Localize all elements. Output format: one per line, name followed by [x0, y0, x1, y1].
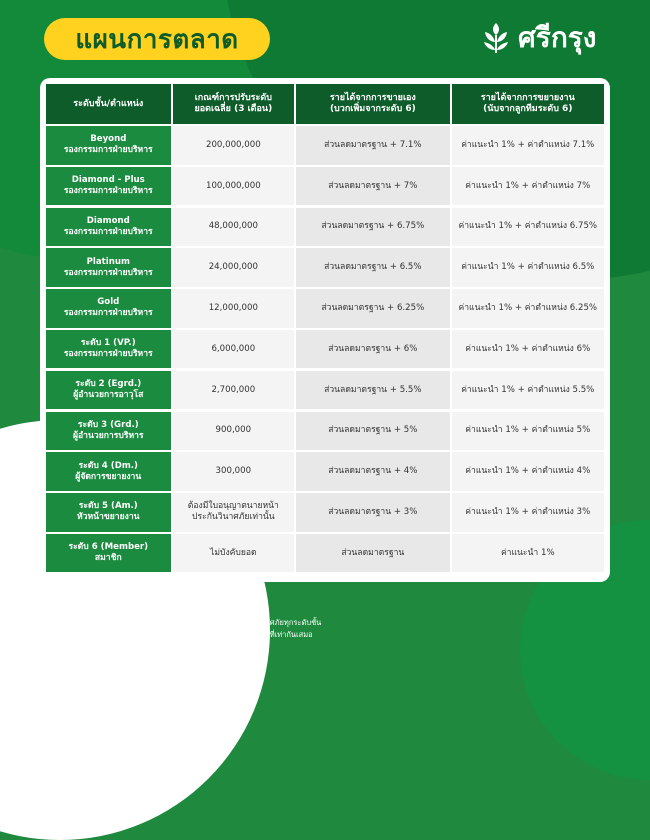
cell-level [46, 126, 171, 165]
cell-line: ส่วนลดมาตรฐาน + 4% [328, 466, 418, 477]
brand-name: ศรีกรุง [518, 21, 597, 54]
cell-team [452, 371, 604, 410]
cell-self [296, 126, 449, 165]
cell-level [46, 452, 171, 491]
cell-criteria [173, 371, 295, 410]
note-item: • รายได้จากการขายเอง และรายได้จากการขยายงาน จะบวกเพิ่มในเปอร์เซ็นต์ที่เท่ากันเสมอ [18, 630, 313, 639]
plan-table-card [40, 78, 610, 582]
column-header [452, 84, 604, 124]
cell-line: ส่วนลดมาตรฐาน [341, 547, 405, 558]
cell-team [452, 248, 604, 287]
cell-line: (บวกเพิ่มจากระดับ 6) [329, 104, 416, 114]
cell-line: ส่วนลดมาตรฐาน + 6.5% [324, 262, 422, 273]
cell-level [46, 493, 171, 532]
cell-team [452, 452, 604, 491]
cell-line: ส่วนลดมาตรฐาน + 6.75% [321, 221, 425, 232]
table-row [46, 412, 604, 451]
cell-level [46, 534, 171, 573]
page-title: แผนการตลาด [44, 18, 270, 60]
cell-line: ระดับ 2 (Egrd.) [75, 379, 142, 390]
column-header [173, 84, 295, 124]
table-row [46, 248, 604, 287]
cell-line: รายได้จากการขายเอง [329, 93, 416, 103]
cell-line: ค่าแนะนำ 1% + ค่าตำแหน่ง 3% [465, 506, 591, 517]
cell-line: 200,000,000 [205, 139, 261, 150]
cell-team [452, 167, 604, 206]
cell-line: ค่าแนะนำ 1% + ค่าตำแหน่ง 4% [465, 466, 591, 477]
table-header-row [46, 84, 604, 124]
cell-criteria [173, 248, 295, 287]
cell-line: ไม่บังคับยอด [210, 547, 257, 558]
cell-line: สมาชิก [94, 553, 122, 564]
cell-line: ผู้อำนวยการบริหาร [72, 430, 144, 441]
cell-line: ระดับ 1 (VP.) [80, 338, 136, 349]
cell-line: ส่วนลดมาตรฐาน + 7% [328, 180, 418, 191]
cell-self [296, 452, 449, 491]
cell-line: ยอดเฉลี่ย (3 เดือน) [194, 104, 273, 114]
cell-level [46, 248, 171, 287]
cell-line: ค่าแนะนำ 1% + ค่าตำแหน่ง 6.25% [458, 302, 598, 313]
table-row [46, 452, 604, 491]
cell-line: 6,000,000 [211, 343, 256, 354]
table-row [46, 371, 604, 410]
table-row [46, 289, 604, 328]
plan-table [46, 84, 604, 575]
cell-line: (นับจากลูกทีมระดับ 6) [483, 104, 573, 114]
cell-line: ผู้จัดการขยายงาน [75, 471, 142, 482]
notes [18, 592, 618, 641]
cell-self [296, 371, 449, 410]
cell-line: ส่วนลดมาตรฐาน + 3% [328, 506, 418, 517]
cell-criteria [173, 126, 295, 165]
cell-criteria [173, 493, 295, 532]
cell-line: หัวหน้าขยายงาน [77, 512, 140, 523]
cell-self [296, 330, 449, 369]
cell-level [46, 289, 171, 328]
cell-level [46, 330, 171, 369]
cell-line: Diamond - Plus [71, 175, 145, 186]
cell-self [296, 534, 449, 573]
cell-self [296, 289, 449, 328]
brand-logo [482, 14, 596, 62]
cell-self [296, 208, 449, 247]
cell-line: ค่าแนะนำ 1% + ค่าตำแหน่ง 5% [465, 425, 591, 436]
cell-criteria [173, 534, 295, 573]
cell-self [296, 493, 449, 532]
cell-team [452, 208, 604, 247]
cell-line: ต้องมีใบอนุญาตนายหน้า [187, 501, 279, 512]
notes-title: *หมายเหตุ [18, 596, 79, 611]
cell-line: รองกรรมการฝ่ายบริหาร [63, 145, 153, 156]
cell-line: Platinum [86, 256, 130, 267]
cell-level [46, 208, 171, 247]
cell-line: ส่วนลดมาตรฐาน + 6.25% [321, 302, 425, 313]
table-row [46, 534, 604, 573]
cell-line: 900,000 [215, 425, 252, 436]
cell-self [296, 412, 449, 451]
table-row [46, 167, 604, 206]
table-row [46, 330, 604, 369]
cell-line: 24,000,000 [208, 262, 258, 273]
cell-team [452, 330, 604, 369]
cell-line: รองกรรมการฝ่ายบริหาร [63, 226, 153, 237]
cell-line: 48,000,000 [208, 221, 258, 232]
cell-line: รองกรรมการฝ่ายบริหาร [63, 349, 153, 360]
cell-line: 12,000,000 [208, 302, 258, 313]
cell-team [452, 126, 604, 165]
cell-line: ระดับ 5 (Am.) [78, 501, 138, 512]
cell-criteria [173, 208, 295, 247]
cell-line: Beyond [90, 134, 127, 145]
cell-team [452, 534, 604, 573]
cell-criteria [173, 330, 295, 369]
cell-line: เกณฑ์การปรับระดับ [194, 93, 272, 103]
cell-level [46, 371, 171, 410]
cell-line: ส่วนลดมาตรฐาน + 7.1% [324, 139, 422, 150]
cell-line: ระดับ 6 (Member) [68, 542, 149, 553]
cell-line: รองกรรมการฝ่ายบริหาร [63, 267, 153, 278]
cell-criteria [173, 452, 295, 491]
cell-line: รองกรรมการฝ่ายบริหาร [63, 308, 153, 319]
cell-criteria [173, 167, 295, 206]
cell-line: 300,000 [215, 466, 252, 477]
cell-line: ระดับ 3 (Grd.) [77, 419, 139, 430]
cell-line: รองกรรมการฝ่ายบริหาร [63, 186, 153, 197]
cell-criteria [173, 412, 295, 451]
cell-line: ประกันวินาศภัยเท่านั้น [192, 512, 275, 523]
column-header [46, 84, 171, 124]
cell-team [452, 289, 604, 328]
table-row [46, 126, 604, 165]
cell-line: ส่วนลดมาตรฐาน + 5.5% [324, 384, 422, 395]
cell-line: ส่วนลดมาตรฐาน + 6% [328, 343, 418, 354]
cell-line: ค่าแนะนำ 1% + ค่าตำแหน่ง 5.5% [461, 384, 595, 395]
cell-line: Gold [97, 297, 120, 308]
column-header [296, 84, 449, 124]
cell-level [46, 167, 171, 206]
cell-line: ผู้อำนวยการอาวุโส [73, 390, 144, 401]
cell-self [296, 167, 449, 206]
cell-line: ระดับชั้น/ตำแหน่ง [73, 98, 144, 109]
cell-line: ค่าแนะนำ 1% + ค่าตำแหน่ง 6.75% [458, 221, 598, 232]
cell-line: ส่วนลดมาตรฐาน + 5% [328, 425, 418, 436]
cell-criteria [173, 289, 295, 328]
table-row [46, 493, 604, 532]
cell-line: รายได้จากการขยายงาน [480, 93, 575, 103]
cell-line: ค่าแนะนำ 1% + ค่าตำแหน่ง 7% [465, 180, 591, 191]
cell-line: Diamond [86, 215, 130, 226]
cell-line: ค่าแนะนำ 1% + ค่าตำแหน่ง 6% [465, 343, 591, 354]
cell-line: 2,700,000 [211, 384, 256, 395]
cell-line: ระดับ 4 (Dm.) [78, 460, 138, 471]
wheat-sprout-icon [482, 19, 510, 57]
table-row [46, 208, 604, 247]
cell-team [452, 412, 604, 451]
cell-line: ค่าแนะนำ 1% + ค่าตำแหน่ง 7.1% [461, 139, 595, 150]
note-item: • ตั้งแต่ระดับ 5 (หัวหน้าขยายงาน) ขึ้นไป ต้องมีใบอนุญาตนายหน้าประกันวินาศภัยทุกระดับชั้น [18, 618, 322, 627]
cell-line: ค่าแนะนำ 1% + ค่าตำแหน่ง 6.5% [461, 262, 595, 273]
cell-line: ค่าแนะนำ 1% [500, 547, 555, 558]
cell-team [452, 493, 604, 532]
cell-level [46, 412, 171, 451]
cell-self [296, 248, 449, 287]
cell-line: 100,000,000 [205, 180, 261, 191]
